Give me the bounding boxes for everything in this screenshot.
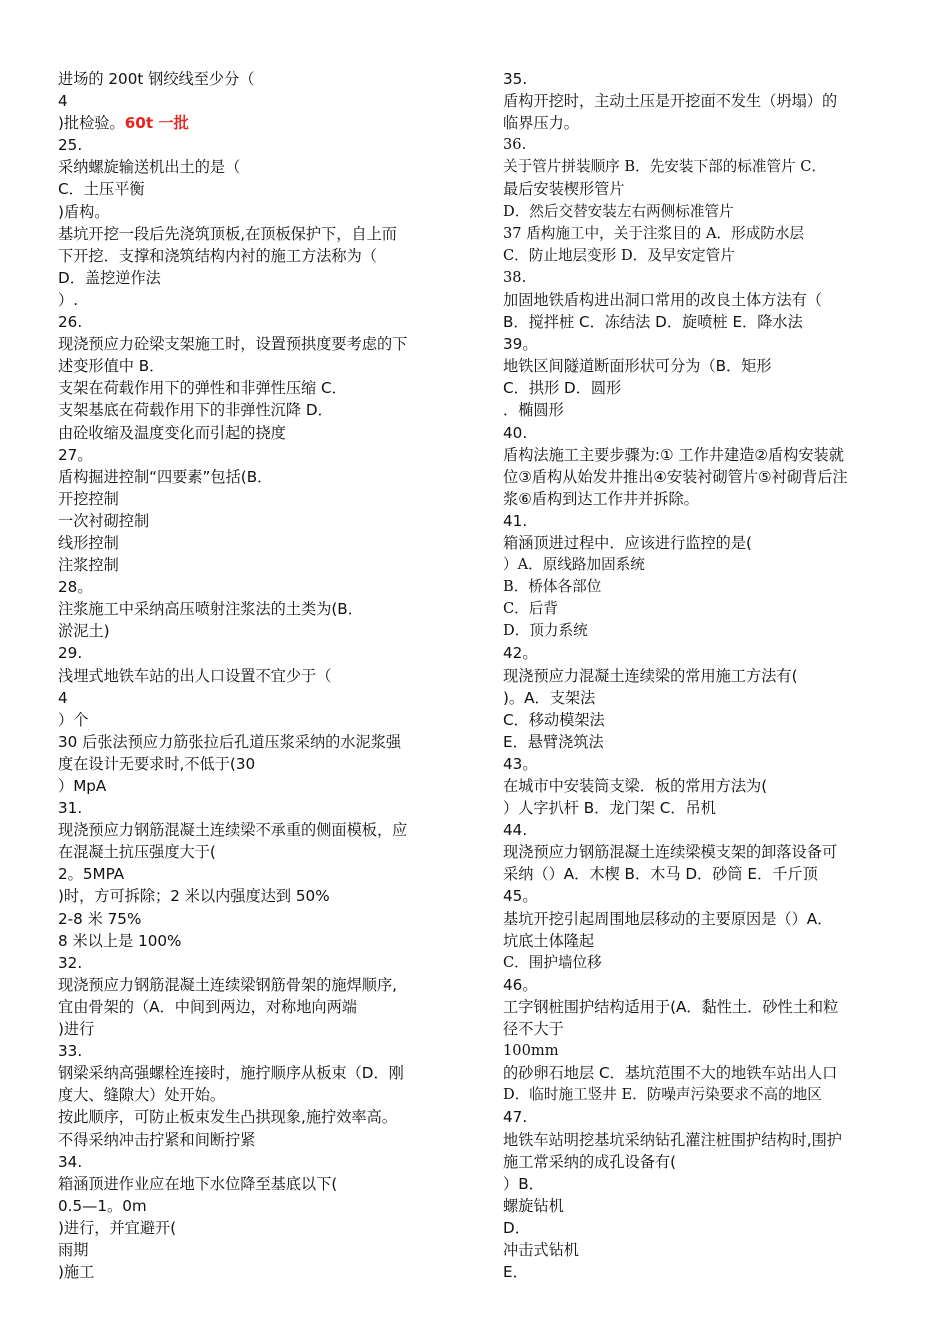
text-line bbox=[503, 289, 895, 311]
line-text: 41. bbox=[503, 511, 528, 530]
text-line bbox=[58, 598, 450, 620]
line-text: ）人字扒杆 B．龙门架 C．吊机 bbox=[503, 799, 716, 818]
line-text: 29. bbox=[58, 644, 83, 663]
line-text: 8 米以上是 100% bbox=[58, 931, 182, 950]
text-line bbox=[58, 355, 450, 377]
line-text: 30 后张法预应力筋张拉后孔道压浆采纳的水泥浆强 bbox=[58, 732, 402, 751]
text-line bbox=[503, 510, 895, 532]
text-line bbox=[503, 1018, 895, 1040]
text-line bbox=[58, 1062, 450, 1084]
line-text: 地铁区间隧道断面形状可分为（B．矩形 bbox=[503, 357, 772, 376]
line-text: 螺旋钻机 bbox=[503, 1196, 564, 1215]
line-text: 位③盾构从始发井推出④安装衬砌管片⑤衬砌背后注 bbox=[503, 467, 848, 486]
text-line bbox=[58, 510, 450, 532]
text-line bbox=[503, 488, 895, 510]
line-text: 46。 bbox=[503, 975, 538, 994]
line-text: 钢梁采纳高强螺栓连接时，施拧顺序从板束（D．刚 bbox=[58, 1064, 404, 1083]
text-line bbox=[503, 156, 895, 178]
line-text: 现浇预应力混凝土连续梁的常用施工方法有( bbox=[503, 666, 798, 685]
line-text: C．围护墙位移 bbox=[503, 953, 602, 971]
text-line bbox=[503, 841, 895, 863]
line-text: )进行 bbox=[58, 1020, 95, 1039]
line-text: 进场的 200t 钢绞线至少分（ bbox=[58, 70, 255, 88]
text-line bbox=[503, 665, 895, 687]
text-line bbox=[58, 201, 450, 223]
line-text: )时，方可拆除；2 米以内强度达到 50% bbox=[58, 887, 330, 906]
text-line bbox=[503, 68, 895, 90]
text-line bbox=[58, 665, 450, 687]
line-text: 下开挖．支撑和浇筑结构内衬的施工方法称为（ bbox=[58, 246, 377, 265]
text-line bbox=[58, 245, 450, 267]
line-text: 关于管片拼装顺序 B．先安装下部的标准管片 C． bbox=[503, 158, 827, 176]
line-text: 箱涵顶进过程中．应该进行监控的是( bbox=[503, 533, 752, 552]
line-text: B．搅拌桩 C．冻结法 D．旋喷桩 E．降水法 bbox=[503, 313, 803, 332]
text-line bbox=[503, 1261, 895, 1283]
text-line bbox=[58, 642, 450, 664]
text-line bbox=[503, 554, 895, 576]
text-line bbox=[503, 1217, 895, 1239]
text-line bbox=[503, 620, 895, 642]
line-text: B．桥体各部位 bbox=[503, 578, 602, 596]
line-text: 工字钢桩围护结构适用于(A．黏性土．砂性土和粒 bbox=[503, 997, 839, 1016]
text-line bbox=[503, 1084, 895, 1106]
text-line bbox=[58, 377, 450, 399]
line-text: 33. bbox=[58, 1042, 83, 1061]
text-line bbox=[58, 156, 450, 178]
text-line bbox=[58, 841, 450, 863]
text-line bbox=[58, 1106, 450, 1128]
line-text: D．顶力系统 bbox=[503, 622, 588, 640]
text-line bbox=[58, 1195, 450, 1217]
text-line bbox=[58, 1129, 450, 1151]
text-line bbox=[58, 620, 450, 642]
line-text: 不得采纳冲击拧紧和间断拧紧 bbox=[58, 1130, 256, 1149]
line-text: C．移动模架法 bbox=[503, 710, 605, 729]
line-text: 最后安装楔形管片 bbox=[503, 180, 625, 199]
text-line bbox=[58, 311, 450, 333]
highlight-answer: 60t 一批 bbox=[124, 114, 189, 133]
line-text: )。A．支架法 bbox=[503, 688, 596, 707]
line-text: 采纳螺旋输送机出土的是（ bbox=[58, 158, 241, 177]
line-text: 临界压力。 bbox=[503, 114, 579, 133]
line-text: 0.5—1。0m bbox=[58, 1196, 147, 1215]
text-line bbox=[58, 1173, 450, 1195]
text-line bbox=[503, 1062, 895, 1084]
text-line bbox=[58, 1018, 450, 1040]
line-text: C．后背 bbox=[503, 600, 558, 618]
line-text: ）个 bbox=[58, 710, 89, 729]
line-text: 施工常采纳的成孔设备有( bbox=[503, 1152, 676, 1171]
line-text: 淤泥土) bbox=[58, 622, 110, 641]
line-text: 在城市中安装筒支梁．板的常用方法为( bbox=[503, 777, 768, 795]
line-text: 述变形值中 B． bbox=[58, 357, 165, 376]
text-line bbox=[58, 974, 450, 996]
text-line bbox=[503, 355, 895, 377]
text-line bbox=[503, 1239, 895, 1261]
line-text: )施工 bbox=[58, 1263, 95, 1282]
line-text: D．临时施工竖井 E．防噪声污染要求不高的地区 bbox=[503, 1086, 822, 1104]
text-line bbox=[503, 134, 895, 156]
text-line bbox=[503, 1195, 895, 1217]
line-text: 浅埋式地铁车站的出人口设置不宜少于（ bbox=[58, 666, 332, 685]
line-text: 地铁车站明挖基坑采纳钻孔灌注桩围护结构时,围护 bbox=[503, 1130, 842, 1149]
text-line bbox=[58, 930, 450, 952]
text-line bbox=[58, 819, 450, 841]
text-line bbox=[503, 709, 895, 731]
text-line bbox=[503, 797, 895, 819]
line-text: 线形控制 bbox=[58, 533, 119, 552]
line-text: 28。 bbox=[58, 578, 93, 597]
line-text: 现浇预应力钢筋混凝土连续梁模支架的卸落设备可 bbox=[503, 843, 838, 862]
text-line bbox=[503, 267, 895, 289]
text-line bbox=[58, 1040, 450, 1062]
line-text: 43。 bbox=[503, 754, 538, 773]
text-line bbox=[503, 377, 895, 399]
line-text: 34. bbox=[58, 1152, 83, 1171]
line-text: 100mm bbox=[503, 1042, 559, 1060]
line-text: ．椭圆形 bbox=[503, 401, 564, 420]
text-line bbox=[503, 223, 895, 245]
text-line bbox=[58, 863, 450, 885]
text-line bbox=[58, 885, 450, 907]
line-text: ）. bbox=[58, 290, 79, 309]
text-line bbox=[503, 90, 895, 112]
line-text: 26. bbox=[58, 313, 83, 332]
line-text: 44. bbox=[503, 821, 528, 840]
text-line bbox=[503, 863, 895, 885]
line-text: 36. bbox=[503, 136, 527, 154]
text-line bbox=[503, 775, 895, 797]
line-text: 加固地铁盾构进出洞口常用的改良土体方法有（ bbox=[503, 290, 822, 309]
line-text: 基坑开挖一段后先浇筑顶板,在顶板保护下，自上而 bbox=[58, 224, 397, 243]
text-line bbox=[58, 1239, 450, 1261]
text-line bbox=[58, 178, 450, 200]
line-text: 现浇预应力砼梁支架施工时，设置预拱度要考虑的下 bbox=[58, 335, 408, 354]
text-line bbox=[503, 1151, 895, 1173]
text-line bbox=[503, 201, 895, 223]
line-text: D．盖挖逆作法 bbox=[58, 268, 161, 287]
text-line bbox=[503, 532, 895, 554]
text-line bbox=[58, 134, 450, 156]
text-line bbox=[58, 908, 450, 930]
text-line bbox=[58, 996, 450, 1018]
text-line bbox=[503, 399, 895, 421]
text-line bbox=[58, 289, 450, 311]
text-line bbox=[58, 68, 450, 90]
line-text: 注浆施工中采纳高压喷射注浆法的土类为(B． bbox=[58, 600, 363, 619]
line-text: 现浇预应力钢筋混凝土连续梁钢筋骨架的施焊顺序, bbox=[58, 975, 397, 994]
text-line bbox=[58, 1151, 450, 1173]
line-text: 4 bbox=[58, 92, 68, 111]
line-text: 由砼收缩及温度变化而引起的挠度 bbox=[58, 423, 286, 442]
line-text: 开挖控制 bbox=[58, 489, 119, 508]
line-text: C．防止地层变形 D．及早安定管片 bbox=[503, 246, 735, 264]
text-line bbox=[503, 1040, 895, 1062]
line-text: 坑底土体隆起 bbox=[503, 931, 595, 950]
line-text: 度在设计无要求时,不低于(30 bbox=[58, 754, 256, 773]
line-text: 现浇预应力钢筋混凝土连续梁不承重的侧面模板，应 bbox=[58, 821, 408, 840]
text-line bbox=[58, 952, 450, 974]
line-text: 32. bbox=[58, 953, 83, 972]
line-text: )盾构。 bbox=[58, 202, 110, 221]
line-text: 4 bbox=[58, 688, 68, 707]
line-text: C．土压平衡 bbox=[58, 180, 145, 199]
line-text: 在混凝土抗压强度大于( bbox=[58, 843, 216, 862]
text-line bbox=[503, 444, 895, 466]
text-line bbox=[58, 797, 450, 819]
line-text: 一次衬砌控制 bbox=[58, 511, 150, 530]
line-text: 盾构开挖时，主动土压是开挖面不发生（坍塌）的 bbox=[503, 92, 838, 111]
text-line bbox=[503, 112, 895, 134]
text-line bbox=[58, 488, 450, 510]
line-text: 45。 bbox=[503, 887, 538, 906]
text-line bbox=[58, 90, 450, 112]
line-text: 的砂卵石地层 C．基坑范围不大的地铁车站出人口 bbox=[503, 1064, 838, 1083]
line-text: 径不大于 bbox=[503, 1020, 564, 1039]
line-text: 25. bbox=[58, 136, 83, 155]
line-text: )进行，并宜避开( bbox=[58, 1218, 177, 1237]
text-line bbox=[503, 996, 895, 1018]
line-text: 冲击式钻机 bbox=[503, 1240, 579, 1259]
text-line bbox=[503, 908, 895, 930]
text-line bbox=[58, 709, 450, 731]
line-text: D． bbox=[503, 1218, 530, 1237]
line-text: 40. bbox=[503, 423, 528, 442]
text-line bbox=[58, 753, 450, 775]
text-line bbox=[503, 819, 895, 841]
text-line bbox=[503, 930, 895, 952]
text-line bbox=[58, 731, 450, 753]
line-text: 37 盾构施工中，关于注浆目的 A．形成防水层 bbox=[503, 224, 805, 242]
line-text: ）B． bbox=[503, 1174, 544, 1193]
line-text: ）MpA bbox=[58, 777, 107, 795]
text-line bbox=[58, 687, 450, 709]
text-line bbox=[503, 598, 895, 620]
text-line bbox=[503, 576, 895, 598]
line-text: 31. bbox=[58, 799, 83, 818]
text-line bbox=[503, 466, 895, 488]
line-text: 盾构掘进控制“四要素”包括(B． bbox=[58, 467, 273, 486]
line-text: )批检验。 bbox=[58, 114, 125, 133]
text-line bbox=[503, 311, 895, 333]
line-text: 宜由骨架的（A．中间到两边，对称地向两端 bbox=[58, 997, 357, 1016]
text-line bbox=[58, 267, 450, 289]
text-line bbox=[58, 775, 450, 797]
right-column bbox=[503, 68, 895, 1283]
line-text: 2。5MPA bbox=[58, 865, 125, 884]
line-text: 2-8 米 75% bbox=[58, 909, 142, 928]
line-text: 27。 bbox=[58, 445, 93, 464]
text-line bbox=[58, 444, 450, 466]
line-text: 39。 bbox=[503, 335, 538, 354]
line-text: 注浆控制 bbox=[58, 556, 119, 575]
text-line bbox=[58, 333, 450, 355]
line-text: 支架在荷载作用下的弹性和非弹性压缩 C． bbox=[58, 379, 347, 398]
line-text: 42。 bbox=[503, 644, 538, 663]
text-line bbox=[58, 399, 450, 421]
text-line bbox=[58, 1084, 450, 1106]
text-line bbox=[503, 1106, 895, 1128]
line-text: 支架基底在荷载作用下的非弹性沉降 D． bbox=[58, 401, 333, 420]
text-line bbox=[503, 422, 895, 444]
line-text: D．然后交替安装左右两侧标准管片 bbox=[503, 202, 734, 220]
line-text: 基坑开挖引起周围地层移动的主要原因是（）A． bbox=[503, 909, 833, 928]
text-line bbox=[58, 554, 450, 576]
text-line bbox=[503, 333, 895, 355]
line-text: 箱涵顶进作业应在地下水位降至基底以下( bbox=[58, 1174, 338, 1193]
line-text: 47. bbox=[503, 1108, 528, 1127]
left-column bbox=[58, 68, 450, 1283]
text-line bbox=[503, 178, 895, 200]
text-line bbox=[58, 1217, 450, 1239]
line-text: E． bbox=[503, 1263, 528, 1282]
text-line bbox=[503, 642, 895, 664]
text-line bbox=[58, 112, 450, 134]
text-line bbox=[58, 576, 450, 598]
text-line bbox=[58, 532, 450, 554]
line-text: E．悬臂浇筑法 bbox=[503, 732, 604, 751]
line-text: ）A．原线路加固系统 bbox=[503, 556, 645, 574]
text-line bbox=[503, 1173, 895, 1195]
text-line bbox=[58, 223, 450, 245]
line-text: 按此顺序，可防止板束发生凸拱现象,施拧效率高。 bbox=[58, 1108, 397, 1127]
text-line bbox=[503, 885, 895, 907]
text-line bbox=[503, 952, 895, 974]
text-line bbox=[503, 731, 895, 753]
text-line bbox=[58, 466, 450, 488]
line-text: 38. bbox=[503, 268, 527, 286]
line-text: C．拱形 D．圆形 bbox=[503, 379, 622, 398]
text-line bbox=[58, 1261, 450, 1283]
line-text: 雨期 bbox=[58, 1240, 89, 1259]
text-line bbox=[503, 753, 895, 775]
line-text: 盾构法施工主要步骤为:① 工作井建造②盾构安装就 bbox=[503, 445, 844, 464]
text-line bbox=[503, 687, 895, 709]
line-text: 35. bbox=[503, 70, 528, 88]
text-line bbox=[503, 245, 895, 267]
text-line bbox=[503, 1129, 895, 1151]
line-text: 度大、缝隙大）处开始。 bbox=[58, 1086, 226, 1105]
line-text: 浆⑥盾构到达工作井并拆除。 bbox=[503, 489, 699, 508]
line-text: 采纳（）A．木楔 B．木马 D．砂筒 E．千斤顶 bbox=[503, 865, 818, 884]
text-line bbox=[503, 974, 895, 996]
text-line bbox=[58, 422, 450, 444]
